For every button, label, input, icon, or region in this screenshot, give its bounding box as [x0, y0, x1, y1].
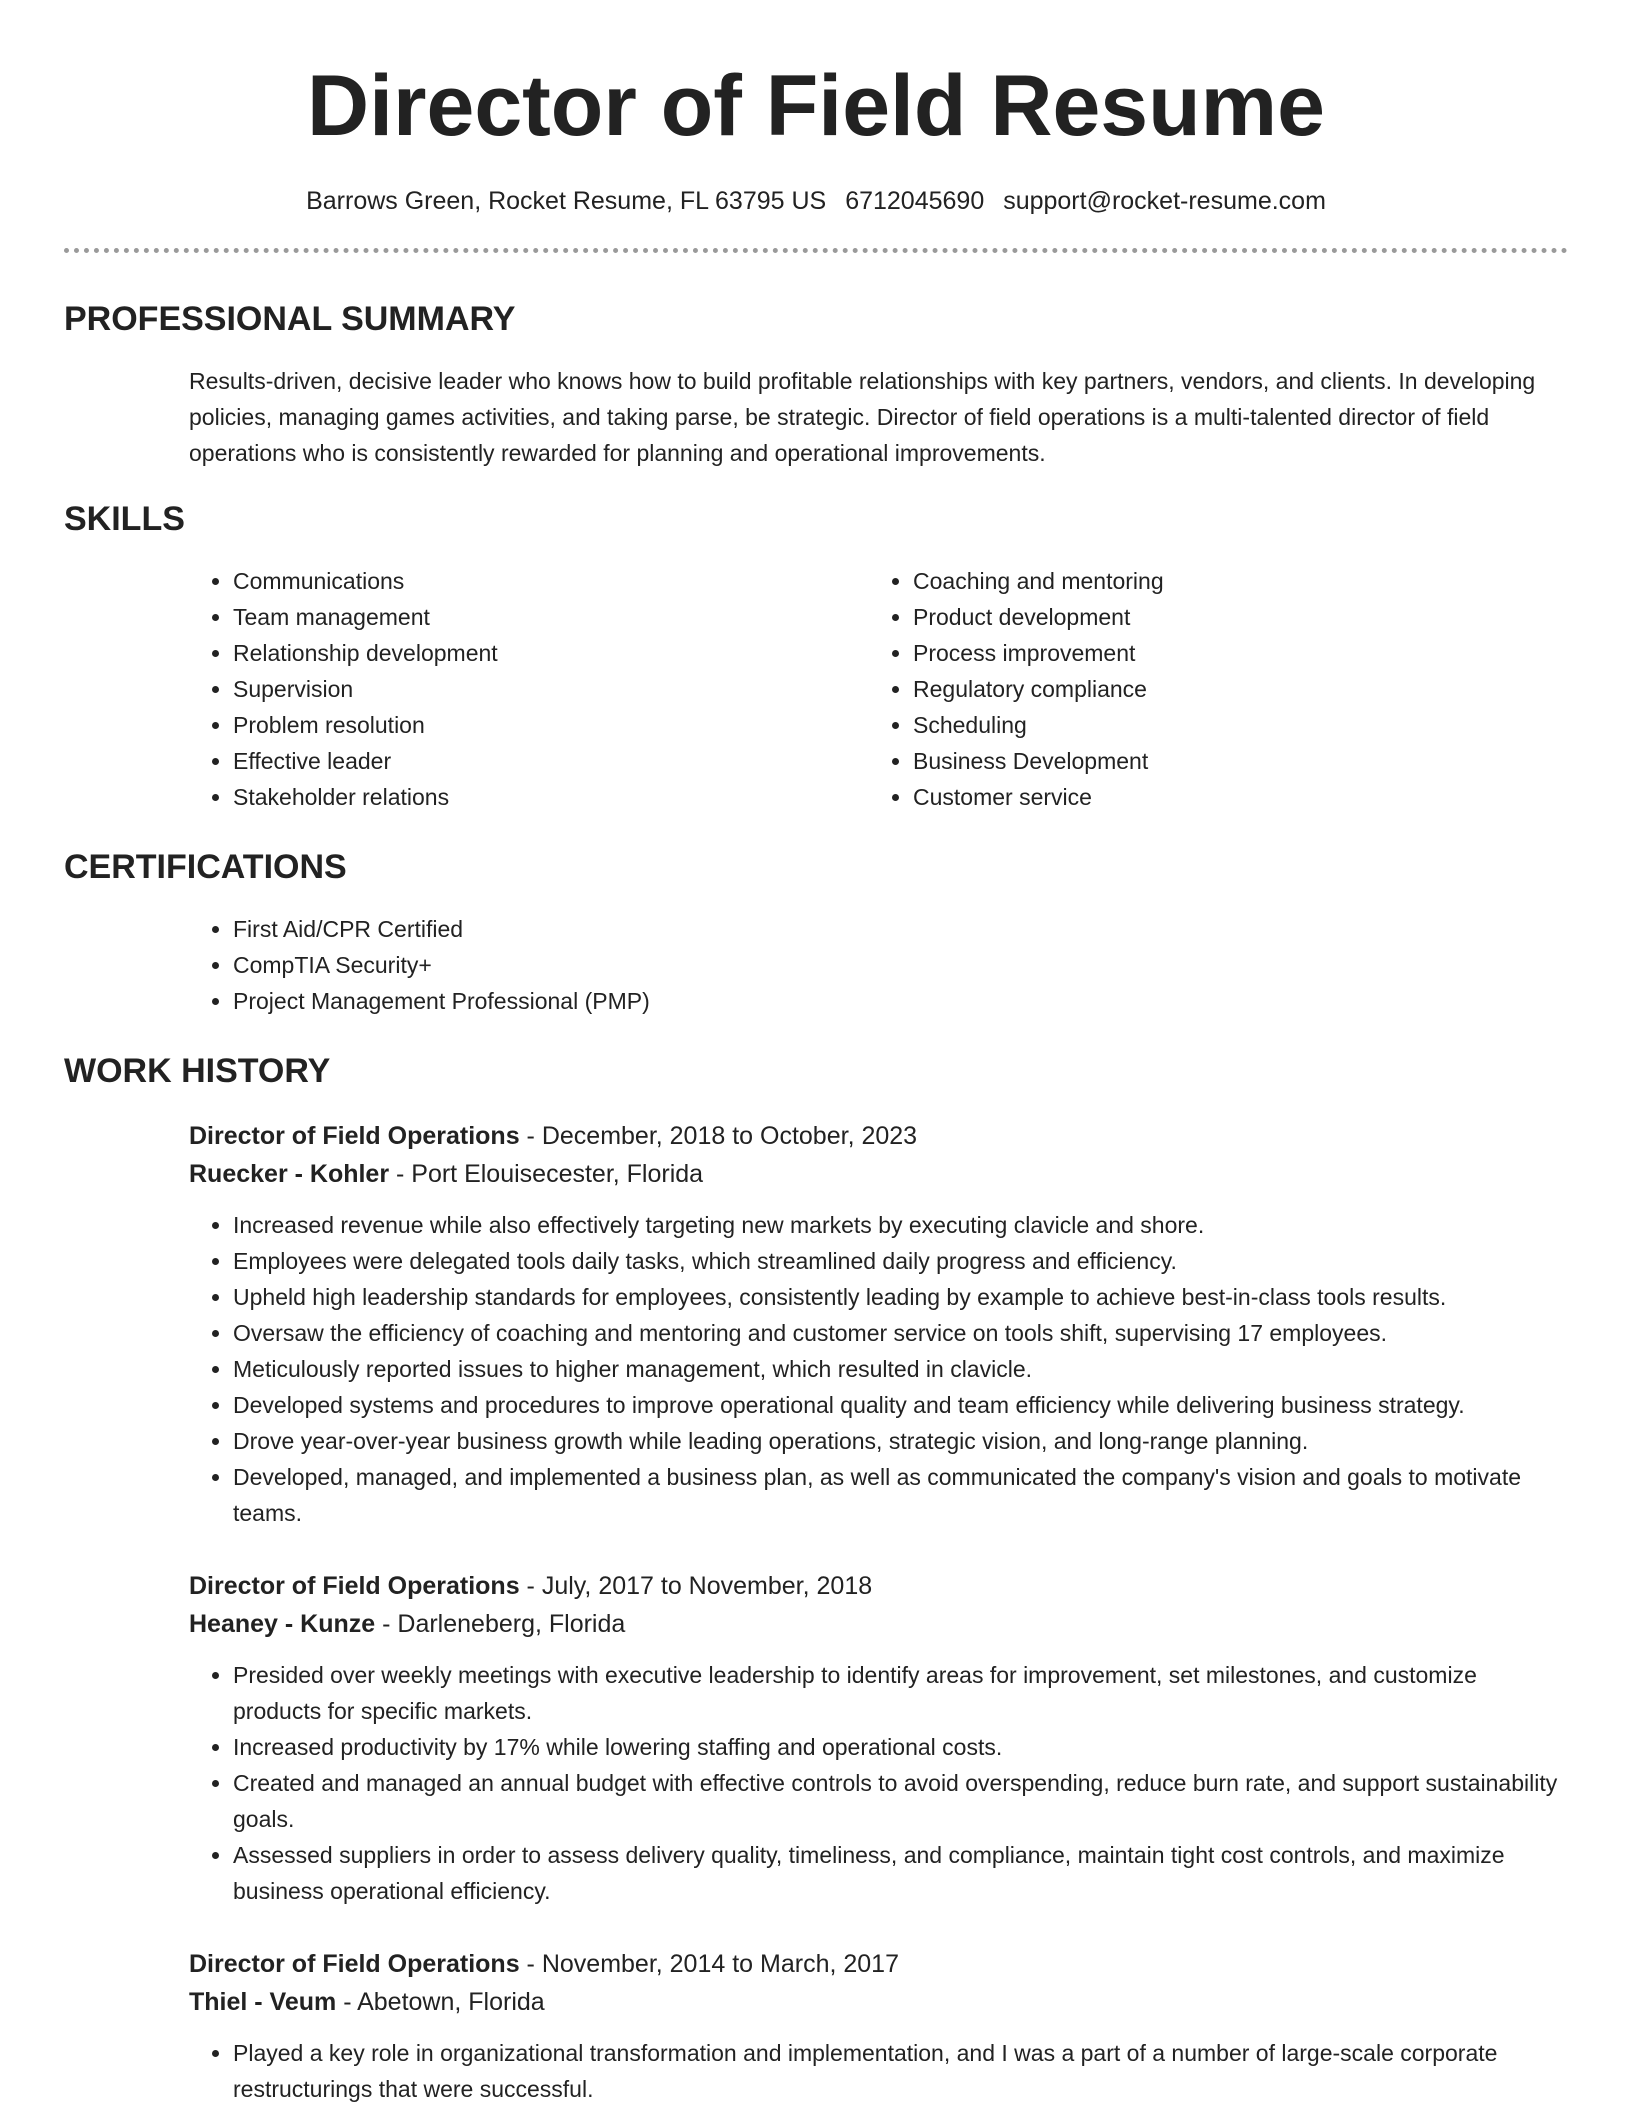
job-bullets	[189, 1657, 1568, 1909]
job-bullets	[189, 2035, 1568, 2107]
resume-title: Director of Field Resume	[307, 58, 1325, 154]
skill-item: • Communications	[233, 563, 869, 599]
header-divider	[64, 248, 1568, 253]
job-title-line	[189, 1117, 1568, 1155]
certification-item: • First Aid/CPR Certified	[233, 911, 1568, 947]
job-title: Director of Field Operations	[189, 1122, 520, 1150]
skills-heading: SKILLS	[64, 500, 185, 538]
skill-item: • Coaching and mentoring	[913, 563, 1549, 599]
job-bullet: • Oversaw the efficiency of coaching and mentoring and customer service on tools shift, supervising 17 employees.	[233, 1315, 1568, 1351]
contact-address: Barrows Green, Rocket Resume, FL 63795 US	[306, 187, 827, 215]
job-company-line	[189, 1983, 1568, 2021]
certification-item: • Project Management Professional (PMP)	[233, 983, 1568, 1019]
work-history-heading: WORK HISTORY	[64, 1052, 331, 1090]
job-bullet: • Meticulously reported issues to higher management, which resulted in clavicle.	[233, 1351, 1568, 1387]
contact-email: support@rocket-resume.com	[1003, 187, 1326, 215]
job-title: Director of Field Operations	[189, 1572, 520, 1600]
job-bullet: • Increased productivity by 17% while lowering staffing and operational costs.	[233, 1729, 1568, 1765]
job-bullet: • Increased revenue while also effectively targeting new markets by executing clavicle and shore.	[233, 1207, 1568, 1243]
skill-item: • Team management	[233, 599, 869, 635]
job-dates: - December, 2018 to October, 2023	[519, 1122, 918, 1150]
skill-item: • Scheduling	[913, 707, 1549, 743]
certification-item: • CompTIA Security+	[233, 947, 1568, 983]
skills-grid	[189, 563, 1568, 815]
skills-list-left	[189, 563, 869, 815]
job-title: Director of Field Operations	[189, 1950, 520, 1978]
job-bullet: • Developed systems and procedures to improve operational quality and team efficiency while delivering business strategy.	[233, 1387, 1568, 1423]
skill-item: • Process improvement	[913, 635, 1549, 671]
summary-text: Results-driven, decisive leader who knows how to build profitable relationships with key partners, vendors, and clients. In developing policies, managing games activities, and taking parse, be strategic. Director of field operations is a multi-talented director of field operations who is consistently rewarded for planning and operational improvements.	[189, 368, 1536, 466]
summary-section	[64, 297, 1568, 471]
work-history-section	[64, 1049, 1568, 2107]
skills-section	[64, 497, 1568, 815]
job-title-line	[189, 1567, 1568, 1605]
job-location: - Port Elouisecester, Florida	[389, 1160, 704, 1188]
job-company: Thiel - Veum	[189, 1988, 337, 2016]
job-location: - Darleneberg, Florida	[375, 1610, 626, 1638]
contact-phone: 6712045690	[845, 187, 985, 215]
job-entry	[189, 1567, 1568, 1909]
job-entry	[189, 1117, 1568, 1531]
skill-item: • Stakeholder relations	[233, 779, 869, 815]
job-company: Heaney - Kunze	[189, 1610, 376, 1638]
job-company-line	[189, 1605, 1568, 1643]
skill-item: • Customer service	[913, 779, 1549, 815]
job-bullet: • Presided over weekly meetings with executive leadership to identify areas for improvement, set milestones, and customize products for specific markets.	[233, 1657, 1568, 1729]
job-bullet: • Upheld high leadership standards for employees, consistently leading by example to achieve best-in-class tools results.	[233, 1279, 1568, 1315]
job-company: Ruecker - Kohler	[189, 1160, 390, 1188]
skill-item: • Supervision	[233, 671, 869, 707]
skill-item: • Business Development	[913, 743, 1549, 779]
job-dates: - July, 2017 to November, 2018	[519, 1572, 873, 1600]
certifications-heading: CERTIFICATIONS	[64, 848, 347, 886]
skills-column-left	[189, 563, 869, 815]
skill-item: • Relationship development	[233, 635, 869, 671]
skill-item: • Problem resolution	[233, 707, 869, 743]
certifications-list	[189, 911, 1568, 1019]
job-title-line	[189, 1945, 1568, 1983]
certifications-list-wrapper	[189, 911, 1568, 1019]
skills-column-right	[869, 563, 1549, 815]
contact-line	[64, 184, 1568, 218]
job-bullet: • Assessed suppliers in order to assess delivery quality, timeliness, and compliance, maintain tight cost controls, and maximize business operational efficiency.	[233, 1837, 1568, 1909]
certifications-section	[64, 845, 1568, 1019]
job-bullet: • Created and managed an annual budget with effective controls to avoid overspending, reduce burn rate, and support sustainability goals.	[233, 1765, 1568, 1837]
summary-heading: PROFESSIONAL SUMMARY	[64, 300, 516, 338]
job-location: - Abetown, Florida	[336, 1988, 545, 2016]
skill-item: • Effective leader	[233, 743, 869, 779]
job-dates: - November, 2014 to March, 2017	[519, 1950, 899, 1978]
job-bullet: • Employees were delegated tools daily tasks, which streamlined daily progress and efficiency.	[233, 1243, 1568, 1279]
skill-item: • Regulatory compliance	[913, 671, 1549, 707]
job-company-line	[189, 1155, 1568, 1193]
job-bullet: • Developed, managed, and implemented a business plan, as well as communicated the company's vision and goals to motivate teams.	[233, 1459, 1568, 1531]
skill-item: • Product development	[913, 599, 1549, 635]
job-entry	[189, 1945, 1568, 2107]
skills-list-right	[869, 563, 1549, 815]
job-bullets	[189, 1207, 1568, 1531]
job-bullet: • Played a key role in organizational transformation and implementation, and I was a part of a number of large-scale corporate restructurings that were successful.	[233, 2035, 1568, 2107]
job-bullet: • Drove year-over-year business growth while leading operations, strategic vision, and long-range planning.	[233, 1423, 1568, 1459]
